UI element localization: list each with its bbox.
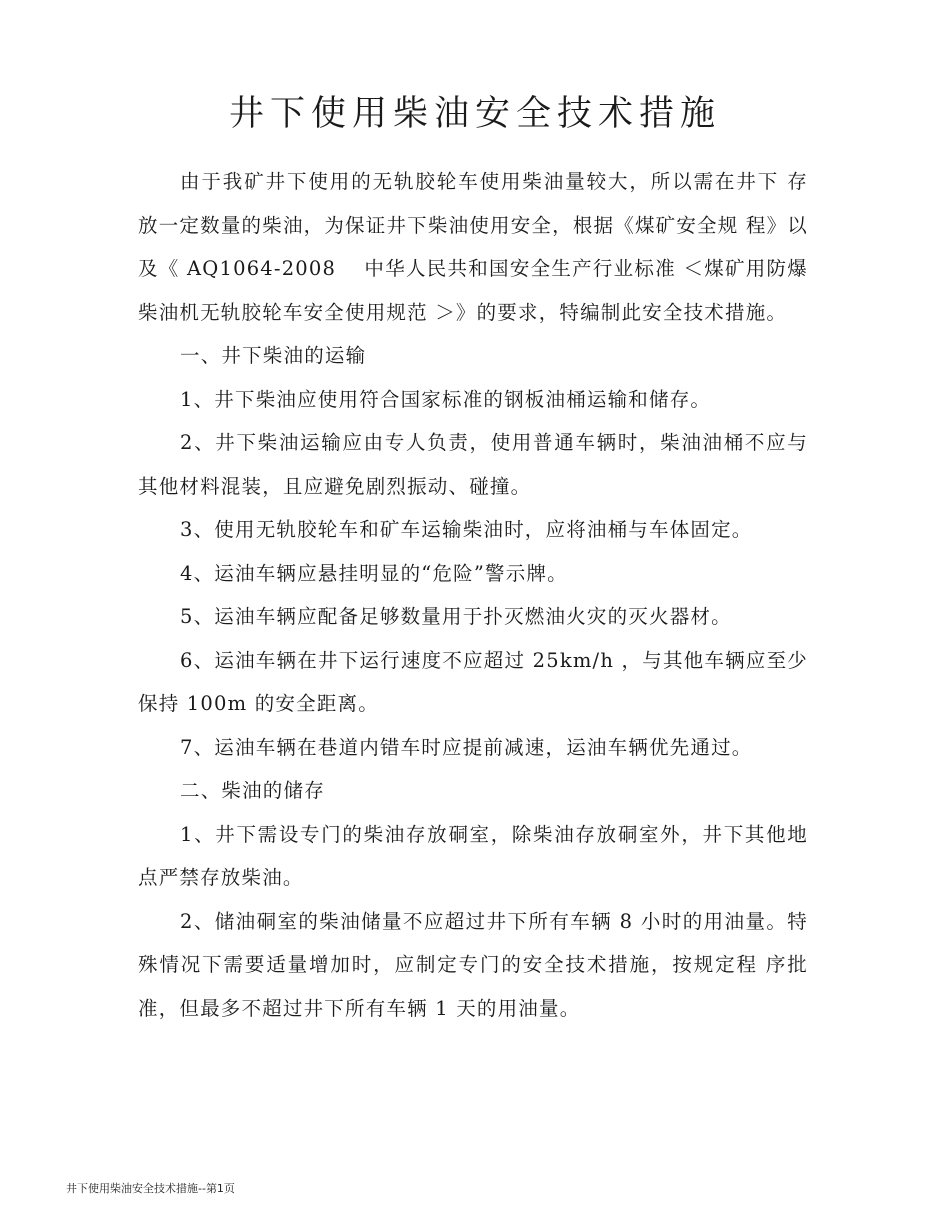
transport-item-3: 3、使用无轨胶轮车和矿车运输柴油时，应将油桶与车体固定。: [180, 518, 753, 541]
transport-item-1: 1、井下柴油应使用符合国家标准的钢板油桶运输和储存。: [180, 387, 712, 411]
transport-item-6: 6、运油车辆在井下运行速度不应超过 25km/h ，与其他车辆应至少 保持 100m 的安全距离。: [138, 648, 808, 715]
storage-item-2: 2、储油硐室的柴油储量不应超过井下所有车辆 8 小时的用油量。特殊情况下需要适量增加时，应制定专门的安全技术措施，按规定程 序批准，但最多不超过井下所有车辆 1 天的用油量。: [138, 909, 808, 1020]
transport-item-4: 4、运油车辆应悬挂明显的“危险”警示牌。: [180, 561, 568, 585]
storage-item-1: 1、井下需设专门的柴油存放硐室，除柴油存放硐室外，井下其他地点严禁存放柴油。: [138, 822, 808, 889]
document-title: 井下使用柴油安全技术措施: [228, 94, 721, 134]
intro-paragraph: 由于我矿井下使用的无轨胶轮车使用柴油量较大，所以需在井下 存放一定数量的柴油，为保证井下柴油使用安全，根据《煤矿安全规 程》以及《 AQ1064-2008 中华人民共和国安全生产行业标准 ＜煤矿用防爆柴油机无轨胶轮车安全使用规范 ＞》的要求，特编制此安全技术措施。: [138, 170, 808, 324]
transport-item-7: 7、运油车辆在巷道内错车时应提前减速，运油车辆优先通过。: [180, 735, 753, 759]
page-footer: 井下使用柴油安全技术措施--第1页: [66, 1182, 235, 1195]
document-body: [138, 160, 808, 1030]
transport-item-2: 2、井下柴油运输应由专人负责，使用普通车辆时，柴油油桶不应与其他材料混装，且应避免剧烈振动、碰撞。: [138, 431, 808, 498]
transport-item-5: 5、运油车辆应配备足够数量用于扑灭燃油火灾的灭火器材。: [180, 605, 732, 628]
section-heading-storage: 二、柴油的储存: [180, 779, 325, 802]
section-heading-transport: 一、井下柴油的运输: [180, 344, 367, 367]
